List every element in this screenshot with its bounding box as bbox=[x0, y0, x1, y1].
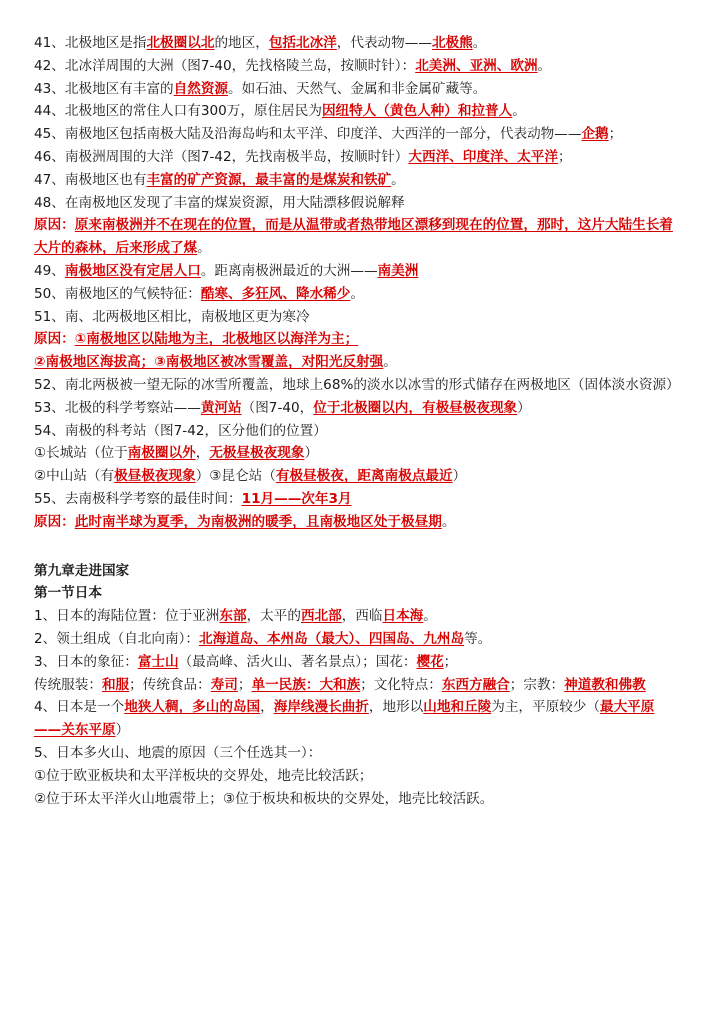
line-text: 。 bbox=[512, 103, 526, 120]
line-text: 50、南极地区的气候特征： bbox=[34, 285, 201, 302]
highlighted-answer: 北极熊 bbox=[431, 35, 473, 51]
line-text: 4、日本是一个 bbox=[34, 699, 125, 716]
text-line bbox=[34, 146, 680, 169]
text-line bbox=[34, 488, 680, 511]
line-text: ） bbox=[452, 468, 467, 485]
highlighted-answer: 南美洲 bbox=[377, 262, 419, 279]
text-line bbox=[34, 169, 680, 192]
text-line bbox=[34, 674, 680, 697]
line-text: 2、领土组成（自北向南）： bbox=[34, 630, 199, 647]
highlighted-answer: 11月——次年3月 bbox=[241, 490, 352, 507]
text-line bbox=[34, 420, 680, 443]
line-text: 41、北极地区是指 bbox=[34, 35, 147, 51]
text-line bbox=[34, 696, 680, 742]
line-text: （图7-40， bbox=[241, 399, 314, 416]
line-text: 。 bbox=[423, 608, 437, 625]
text-line bbox=[34, 100, 680, 123]
line-text: ；宗教： bbox=[509, 676, 565, 693]
highlighted-answer: ①南极地区以陆地为主，北极地区以海洋为主； bbox=[74, 331, 359, 348]
text-line bbox=[34, 306, 680, 329]
line-text: ②中山站（有 bbox=[34, 468, 115, 485]
line-text: ） bbox=[304, 445, 319, 462]
highlighted-answer: 山地和丘陵 bbox=[423, 699, 492, 716]
line-text: ； bbox=[608, 126, 623, 143]
line-text: 1、日本的海陆位置：位于亚洲 bbox=[34, 608, 220, 625]
line-text: ） bbox=[517, 399, 531, 416]
highlighted-answer: ②南极地区海拔高；③南极地区被冰雪覆盖，对阳光反射强 bbox=[34, 354, 384, 371]
highlighted-answer: 原因： bbox=[34, 331, 75, 348]
line-text: 。 bbox=[441, 513, 456, 530]
line-text: 传统服装： bbox=[34, 676, 102, 693]
text-line bbox=[34, 328, 680, 351]
line-text: ，西临 bbox=[341, 608, 383, 625]
highlighted-answer: 原来南极洲并不在现在的位置，而是从温带或者热带地区漂移到现在的位置，那时，这片大陆生长着大片的森林，后来形成了煤 bbox=[34, 217, 673, 257]
highlighted-answer: 大西洋、印度洋、太平洋 bbox=[408, 148, 558, 165]
highlighted-answer: 北海道岛、本州岛（最大）、四国岛、九州岛 bbox=[198, 630, 465, 647]
section-gap bbox=[34, 534, 680, 560]
line-text: 。 bbox=[197, 240, 211, 257]
highlighted-answer: 南极地区没有定居人口 bbox=[64, 262, 201, 279]
heading-text: 第一节日本 bbox=[34, 585, 102, 602]
line-text: （最高峰、活火山、著名景点）；国花： bbox=[178, 653, 417, 670]
text-line bbox=[34, 260, 680, 283]
line-text: 52、南北两极被一望无际的冰雪所覆盖，地球上68%的淡水以冰雪的形式储存在两极地区（固体淡水资源） bbox=[34, 376, 680, 393]
text-line bbox=[34, 32, 680, 55]
section-heading bbox=[34, 582, 680, 605]
highlighted-answer: 北美洲、亚洲、欧洲 bbox=[415, 57, 538, 74]
line-text: 44、北极地区的常住人口有300万，原住居民为 bbox=[34, 103, 322, 120]
line-text: 等。 bbox=[464, 630, 492, 647]
highlighted-answer: 南极圈以外 bbox=[127, 445, 196, 462]
line-text: 5、日本多火山、地震的原因（三个任选其一）： bbox=[34, 744, 322, 761]
highlighted-answer: 有极昼极夜，距离南极点最近 bbox=[275, 468, 453, 485]
text-line bbox=[34, 442, 680, 465]
line-text: ） bbox=[115, 722, 130, 739]
line-text: 54、南极的科考站（图7-42，区分他们的位置） bbox=[34, 422, 327, 439]
heading-text: 第九章走进国家 bbox=[34, 562, 130, 579]
line-text: 。 bbox=[472, 35, 487, 51]
text-line bbox=[34, 192, 680, 215]
line-text: ，太平的 bbox=[246, 608, 301, 625]
highlighted-answer: 海岸线漫长曲折 bbox=[273, 699, 369, 716]
text-line bbox=[34, 123, 680, 146]
text-line bbox=[34, 55, 680, 78]
line-text: 3、日本的象征： bbox=[34, 653, 138, 670]
text-line bbox=[34, 283, 680, 306]
text-line bbox=[34, 214, 680, 260]
line-text: ； bbox=[443, 653, 458, 670]
line-text: ，地形以 bbox=[368, 699, 424, 716]
highlighted-answer: 丰富的矿产资源，最丰富的是煤炭和铁矿 bbox=[146, 171, 392, 188]
highlighted-answer: 东部 bbox=[219, 608, 247, 625]
text-line bbox=[34, 628, 680, 651]
highlighted-answer: 地狭人稠，多山的岛国 bbox=[124, 699, 261, 716]
line-text: ； bbox=[557, 148, 572, 165]
line-text: ；文化特点： bbox=[360, 676, 442, 693]
highlighted-answer: 西北部 bbox=[300, 608, 342, 625]
highlighted-answer: 樱花 bbox=[416, 653, 444, 670]
highlighted-answer: 原因： bbox=[34, 513, 75, 530]
highlighted-answer: 黄河站 bbox=[200, 399, 242, 416]
highlighted-answer: 无极昼极夜现象 bbox=[209, 445, 305, 462]
line-text: 48、在南极地区发现了丰富的煤炭资源，用大陆漂移假说解释 bbox=[34, 194, 405, 211]
highlighted-answer: 包括北冰洋 bbox=[268, 35, 337, 51]
highlighted-answer: 东西方融合 bbox=[441, 676, 510, 693]
line-text: 。 bbox=[537, 57, 552, 74]
text-line bbox=[34, 742, 680, 765]
highlighted-answer: 神道教和佛教 bbox=[564, 676, 646, 693]
line-text: 51、南、北两极地区相比，南极地区更为寒冷 bbox=[34, 308, 310, 325]
highlighted-answer: 极昼极夜现象 bbox=[114, 468, 196, 485]
line-text: 。距离南极洲最近的大洲—— bbox=[200, 262, 378, 279]
text-line bbox=[34, 465, 680, 488]
highlighted-answer: 位于北极圈以内，有极昼极夜现象 bbox=[313, 399, 518, 416]
line-text: ，代表动物—— bbox=[336, 35, 432, 51]
line-text: 。 bbox=[383, 354, 397, 371]
line-text: ①位于欧亚板块和太平洋板块的交界处，地壳比较活跃； bbox=[34, 767, 373, 784]
highlighted-answer: 和服 bbox=[101, 676, 130, 693]
highlighted-answer: 最大平原——关东平原 bbox=[34, 699, 655, 739]
highlighted-answer: 自然资源 bbox=[173, 80, 229, 97]
text-line bbox=[34, 374, 680, 397]
highlighted-answer: 日本海 bbox=[382, 608, 424, 625]
line-text: ）③昆仑站（ bbox=[195, 468, 276, 485]
line-text: ， bbox=[260, 699, 274, 716]
highlighted-answer: 酷寒、多狂风、降水稀少 bbox=[200, 285, 351, 302]
highlighted-answer: 此时南半球为夏季，为南极洲的暖季，且南极地区处于极昼期 bbox=[74, 513, 442, 530]
text-line bbox=[34, 765, 680, 788]
highlighted-answer: 寿司 bbox=[210, 676, 238, 693]
text-line bbox=[34, 605, 680, 628]
line-text: 46、南极洲周围的大洋（图7-42，先找南极半岛，按顺时针） bbox=[34, 148, 409, 165]
line-text: 55、去南极科学考察的最佳时间： bbox=[34, 490, 242, 507]
line-text: 43、北极地区有丰富的 bbox=[34, 80, 174, 97]
line-text: 47、南极地区也有 bbox=[34, 171, 147, 188]
line-text: ， bbox=[195, 445, 210, 462]
line-text: ； bbox=[237, 676, 252, 693]
highlighted-answer: 单一民族：大和族 bbox=[251, 676, 361, 693]
text-line bbox=[34, 397, 680, 420]
line-text: 53、北极的科学考察站—— bbox=[34, 399, 201, 416]
line-text: ②位于环太平洋火山地震带上；③位于板块和板块的交界处，地壳比较活跃。 bbox=[34, 790, 494, 807]
text-line bbox=[34, 78, 680, 101]
line-text: 。 bbox=[391, 171, 405, 188]
line-text: 。如石油、天然气、金属和非金属矿藏等。 bbox=[228, 80, 487, 97]
line-text: 的地区， bbox=[214, 35, 269, 51]
line-text: 为主，平原较少（ bbox=[491, 699, 600, 716]
section-heading bbox=[34, 560, 680, 583]
line-text: 。 bbox=[350, 285, 364, 302]
line-text: 42、北冰洋周围的大洲（图7-40，先找格陵兰岛，按顺时针）： bbox=[34, 57, 416, 74]
highlighted-answer: 富士山 bbox=[137, 653, 179, 670]
text-line bbox=[34, 651, 680, 674]
text-line bbox=[34, 511, 680, 534]
line-text: 45、南极地区包括南极大陆及沿海岛屿和太平洋、印度洋、大西洋的一部分，代表动物—— bbox=[34, 126, 582, 143]
text-line bbox=[34, 788, 680, 811]
line-text: ；传统食品： bbox=[129, 676, 211, 693]
highlighted-answer: 因纽特人（黄色人种）和拉普人 bbox=[321, 103, 513, 120]
highlighted-answer: 北极圈以北 bbox=[146, 35, 215, 51]
line-text: 49、 bbox=[34, 262, 65, 279]
line-text: ①长城站（位于 bbox=[34, 445, 128, 462]
highlighted-answer: 企鹅 bbox=[581, 126, 609, 143]
highlighted-answer: 原因： bbox=[34, 217, 75, 234]
text-line bbox=[34, 351, 680, 374]
